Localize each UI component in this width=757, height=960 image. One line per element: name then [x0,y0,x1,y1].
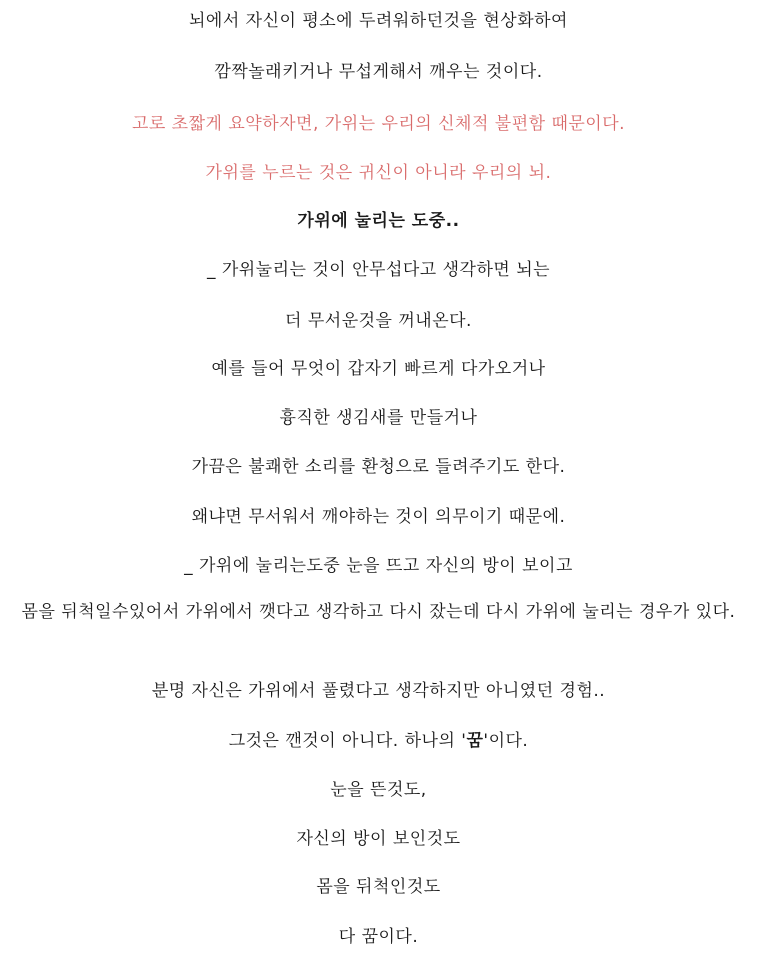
text-line-wrapped: 몸을 뒤척일수있어서 가위에서 깻다고 생각하고 다시 잤는데 다시 가위에 눌리는 경우가 있다. [21,602,736,622]
text-line: _ 가위눌리는 것이 안무섭다고 생각하면 뇌는 [206,260,551,280]
text-line: 뇌에서 자신이 평소에 두려워하던것을 현상화하여 [189,11,568,31]
highlight-line: 가위를 누르는 것은 귀신이 아니라 우리의 뇌. [205,163,552,183]
text-line: 분명 자신은 가위에서 풀렸다고 생각하지만 아니였던 경험.. [151,681,606,701]
highlight-line: 고로 초짧게 요약하자면, 가위는 우리의 신체적 불편함 때문이다. [131,114,626,134]
text-line: 깜짝놀래키거나 무섭게해서 깨우는 것이다. [214,62,543,82]
text-line: 흉직한 생김새를 만들거나 [279,408,478,428]
dream-line-before: 그것은 깬것이 아니다. 하나의 ' [228,731,467,751]
text-line: 몸을 뒤척인것도 [316,877,441,897]
text-line: _ 가위에 눌리는도중 눈을 뜨고 자신의 방이 보이고 [184,556,573,576]
text-line: 더 무서운것을 꺼내온다. [285,311,472,331]
dream-line [0,730,757,752]
dream-word: 꿈 [466,731,484,751]
text-line: 가끔은 불쾌한 소리를 환청으로 들려주기도 한다. [191,457,566,477]
text-line: 눈을 뜬것도, [330,780,427,800]
section-heading: 가위에 눌리는 도중.. [297,211,460,231]
text-line: 왜냐면 무서워서 깨야하는 것이 의무이기 때문에. [191,507,566,527]
dream-line-after: '이다. [483,731,529,751]
text-line: 자신의 방이 보인것도 [296,829,461,849]
text-line: 다 꿈이다. [338,927,419,947]
text-line: 예를 들어 무엇이 갑자기 빠르게 다가오거나 [211,359,546,379]
